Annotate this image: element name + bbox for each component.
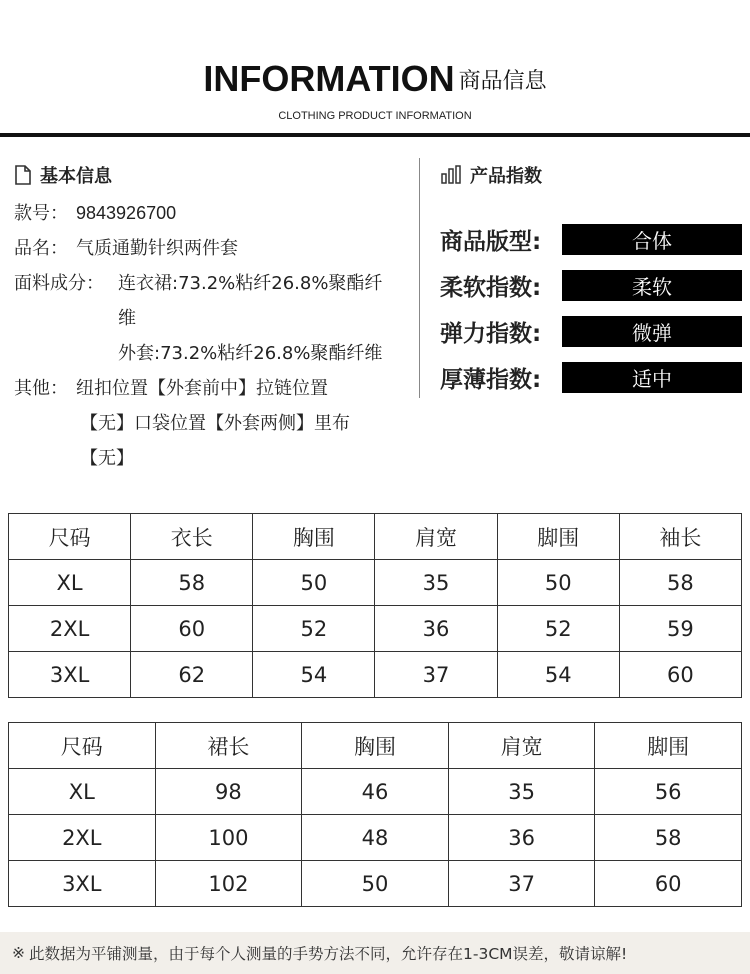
table-cell: XL (9, 560, 131, 606)
footer-note (0, 932, 750, 974)
title-cn: 商品信息 (458, 68, 547, 94)
section-divider (419, 158, 420, 398)
table-cell: 100 (155, 815, 302, 861)
table-cell: 62 (131, 652, 253, 698)
subtitle: CLOTHING PRODUCT INFORMATION (278, 110, 472, 122)
table-header-cell: 脚围 (595, 723, 742, 769)
table-cell: 36 (448, 815, 595, 861)
table-cell: 50 (302, 861, 449, 907)
other-line-3: 【无】 (80, 448, 134, 469)
other-line-1: 纽扣位置【外套前中】拉链位置 (76, 378, 328, 399)
table-cell: 56 (595, 769, 742, 815)
fabric-value (118, 266, 414, 371)
table-cell: 52 (253, 606, 375, 652)
table-cell: 35 (375, 560, 497, 606)
table-header-cell: 肩宽 (375, 514, 497, 560)
table-cell: 59 (619, 606, 741, 652)
table-row (9, 861, 742, 907)
fabric-line-1: 连衣裙:73.2%粘纤26.8%聚酯纤 (118, 273, 383, 294)
index-label: 弹力指数: (440, 320, 542, 347)
table-cell: 50 (497, 560, 619, 606)
table-header-cell: 肩宽 (448, 723, 595, 769)
table-row (9, 560, 742, 606)
index-value: 合体 (562, 224, 742, 255)
table-cell: 60 (595, 861, 742, 907)
product-index-title: 产品指数 (470, 166, 542, 187)
title-row (0, 58, 750, 100)
table-cell: 60 (619, 652, 741, 698)
table-row (9, 606, 742, 652)
fabric-line-3: 外套:73.2%粘纤26.8%聚酯纤维 (118, 343, 383, 364)
table-cell: 35 (448, 769, 595, 815)
table-cell: 58 (131, 560, 253, 606)
table-cell: 58 (595, 815, 742, 861)
table-cell: XL (9, 769, 156, 815)
header (0, 0, 750, 140)
table-cell: 54 (497, 652, 619, 698)
style-number-row (14, 196, 414, 231)
table-cell: 2XL (9, 815, 156, 861)
table-header-cell: 胸围 (253, 514, 375, 560)
table-header-cell: 尺码 (9, 723, 156, 769)
table-cell: 2XL (9, 606, 131, 652)
table-cell: 60 (131, 606, 253, 652)
table-row (9, 769, 742, 815)
style-number-value: 9843926700 (76, 203, 177, 223)
title-en: INFORMATION (203, 58, 455, 99)
index-row-elasticity (440, 308, 745, 354)
bar-chart-icon (440, 165, 462, 185)
table-cell: 37 (375, 652, 497, 698)
basic-info-title: 基本信息 (40, 166, 112, 187)
table-cell: 52 (497, 606, 619, 652)
table-header-cell: 衣长 (131, 514, 253, 560)
other-continued (14, 406, 414, 476)
table-cell: 102 (155, 861, 302, 907)
table-cell: 36 (375, 606, 497, 652)
index-label: 商品版型: (440, 228, 542, 255)
basic-info-section (14, 160, 414, 476)
table-cell: 37 (448, 861, 595, 907)
table-cell: 50 (253, 560, 375, 606)
table-header-row (9, 514, 742, 560)
fabric-row (14, 266, 414, 371)
product-index-section (440, 160, 745, 400)
size-table-bottom (8, 722, 742, 907)
table-cell: 3XL (9, 861, 156, 907)
reference-mark-icon: ※ (12, 944, 25, 962)
header-divider (0, 133, 750, 137)
basic-info-heading (14, 160, 414, 190)
other-row (14, 371, 414, 406)
index-value: 柔软 (562, 270, 742, 301)
table-header-cell: 裙长 (155, 723, 302, 769)
size-table-top (8, 513, 742, 698)
table-cell: 54 (253, 652, 375, 698)
product-name-key: 品名： (14, 238, 68, 259)
fabric-key: 面料成分： (14, 273, 104, 294)
table-cell: 48 (302, 815, 449, 861)
index-label: 柔软指数: (440, 274, 542, 301)
table-cell: 46 (302, 769, 449, 815)
document-icon (14, 165, 32, 185)
table-cell: 98 (155, 769, 302, 815)
index-row-softness (440, 262, 745, 308)
index-row-fit (440, 216, 745, 262)
other-key: 其他： (14, 378, 68, 399)
table-header-cell: 尺码 (9, 514, 131, 560)
style-number-key: 款号： (14, 203, 68, 224)
index-row-thickness (440, 354, 745, 400)
table-cell: 3XL (9, 652, 131, 698)
table-header-cell: 胸围 (302, 723, 449, 769)
table-cell: 58 (619, 560, 741, 606)
table-header-cell: 脚围 (497, 514, 619, 560)
product-name-value: 气质通勤针织两件套 (76, 238, 238, 259)
fabric-line-2: 维 (118, 308, 136, 329)
index-value: 微弹 (562, 316, 742, 347)
index-label: 厚薄指数: (440, 366, 542, 393)
table-header-row (9, 723, 742, 769)
table-header-cell: 袖长 (619, 514, 741, 560)
footer-text: 此数据为平铺测量，由于每个人测量的手势方法不同，允许存在1-3CM误差，敬请谅解! (29, 945, 628, 963)
product-index-heading (440, 160, 745, 190)
product-name-row (14, 231, 414, 266)
table-row (9, 815, 742, 861)
table-row (9, 652, 742, 698)
other-line-2: 【无】口袋位置【外套两侧】里布 (80, 413, 350, 434)
index-value: 适中 (562, 362, 742, 393)
